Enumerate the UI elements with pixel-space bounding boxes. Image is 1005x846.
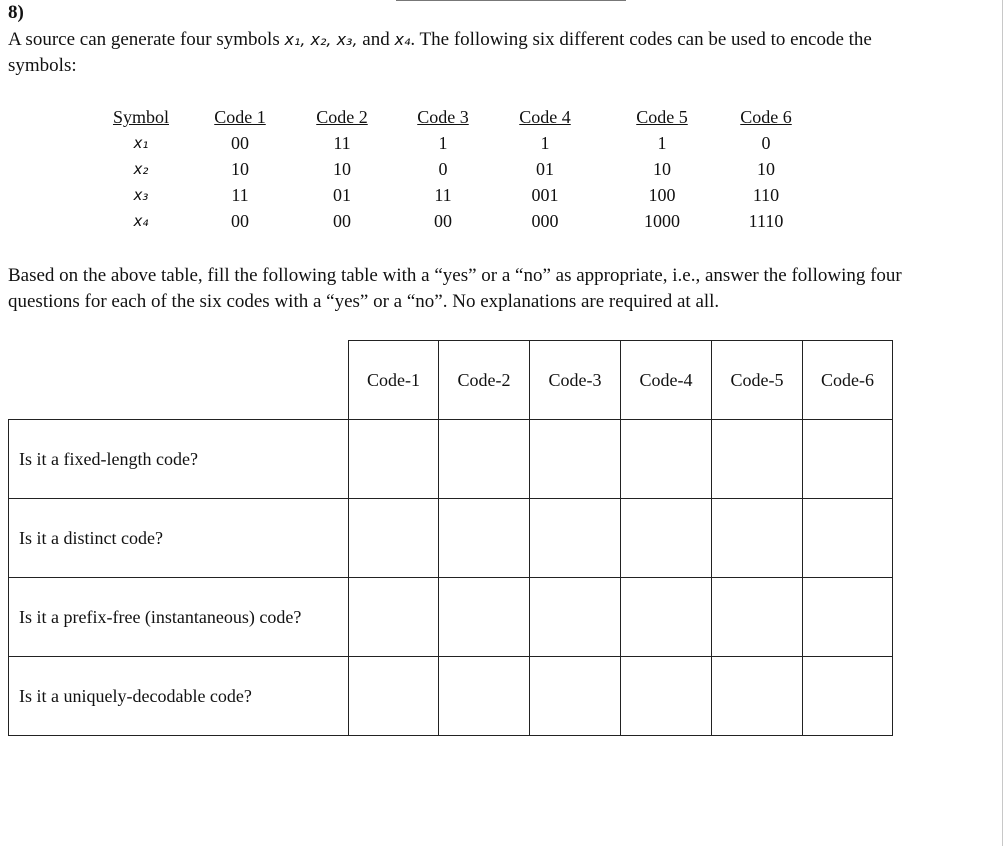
question-label: Is it a prefix-free (instantaneous) code? [9,578,349,657]
column-header-code-6: Code-6 [803,341,893,420]
codeword-cell: 1 [540,133,550,153]
column-header: Code 3 [417,107,469,127]
column-header: Code 1 [214,107,266,127]
question-label: Is it a fixed-length code? [9,420,349,499]
answer-cell[interactable] [530,578,621,657]
codeword-cell: 1 [438,133,448,153]
answer-table [8,340,893,736]
codeword-cell: 1000 [644,211,680,231]
intro-text-2: . The following six different codes can be used to encode the symbols: [8,29,872,76]
question-intro [8,27,913,79]
codeword-cell: 11 [231,185,249,205]
table-row [9,420,893,499]
answer-cell[interactable] [530,657,621,736]
column-header: Code 4 [519,107,571,127]
column-header-code-1: Code-1 [349,341,439,420]
codeword-cell: 10 [757,159,775,179]
codeword-cell: 00 [231,211,249,231]
answer-cell[interactable] [712,657,803,736]
answer-cell[interactable] [349,499,439,578]
column-header: Code 5 [636,107,688,127]
codeword-cell: 10 [333,159,351,179]
intro-text-1: A source can generate four symbols [8,29,285,50]
table-row [9,499,893,578]
table-row [9,657,893,736]
codeword-cell: 001 [531,185,559,205]
codeword-cell: 10 [653,159,671,179]
answer-cell[interactable] [803,578,893,657]
code-4-column [490,104,600,234]
symbol-cell: x₃ [133,186,149,204]
codeword-cell: 1110 [748,211,784,231]
column-header-code-5: Code-5 [712,341,803,420]
column-header: Symbol [112,107,169,127]
answer-header-row [9,341,893,420]
column-header-code-2: Code-2 [439,341,530,420]
answer-cell[interactable] [621,578,712,657]
code-6-column [711,104,821,234]
intro-last-symbol: x₄ [394,30,411,49]
codeword-cell: 0 [761,133,771,153]
code-1-column [185,104,295,234]
answer-cell[interactable] [712,420,803,499]
question-label: Is it a distinct code? [9,499,349,578]
codeword-cell: 01 [333,185,351,205]
question-label: Is it a uniquely-decodable code? [9,657,349,736]
answer-cell[interactable] [712,578,803,657]
column-header-code-3: Code-3 [530,341,621,420]
answer-cell[interactable] [803,420,893,499]
intro-text-and: and [357,29,395,50]
column-header: Code 2 [316,107,368,127]
code-2-column [287,104,397,234]
codeword-cell: 0 [438,159,448,179]
answer-cell[interactable] [349,578,439,657]
codeword-cell: 000 [531,211,559,231]
answer-cell[interactable] [712,499,803,578]
answer-cell[interactable] [439,657,530,736]
question-number: 8) [8,2,24,23]
answer-cell[interactable] [349,657,439,736]
codeword-cell: 01 [536,159,554,179]
codeword-cell: 11 [434,185,452,205]
top-rule [396,0,626,1]
symbol-cell: x₂ [133,160,149,178]
symbol-cell: x₄ [133,212,149,230]
codeword-cell: 1 [657,133,667,153]
instruction-text: Based on the above table, fill the following table with a “yes” or a “no” as appropriate, i.e., answer the following four questions for each of the six codes with a “yes” or a “no”. No explanations are required at all. [8,265,902,312]
symbol-column [86,104,196,234]
answer-cell[interactable] [439,420,530,499]
codeword-cell: 110 [752,185,780,205]
column-header: Code 6 [740,107,792,127]
answer-cell[interactable] [439,499,530,578]
answer-cell[interactable] [439,578,530,657]
answer-cell[interactable] [621,499,712,578]
code-5-column [607,104,717,234]
answer-cell[interactable] [803,499,893,578]
answer-cell[interactable] [530,499,621,578]
codeword-cell: 11 [333,133,351,153]
answer-cell[interactable] [621,420,712,499]
intro-symbols: x₁, x₂, x₃, [284,30,358,49]
answer-cell[interactable] [803,657,893,736]
codeword-cell: 00 [333,211,351,231]
answer-cell[interactable] [530,420,621,499]
codeword-cell: 100 [648,185,676,205]
symbol-cell: x₁ [133,134,149,152]
answer-cell[interactable] [621,657,712,736]
answer-cell[interactable] [349,420,439,499]
column-header-code-4: Code-4 [621,341,712,420]
corner-cell [9,341,349,420]
codeword-cell: 10 [231,159,249,179]
table-row [9,578,893,657]
code-3-column [388,104,498,234]
codeword-cell: 00 [231,133,249,153]
codeword-cell: 00 [434,211,452,231]
code-table [0,104,1005,244]
